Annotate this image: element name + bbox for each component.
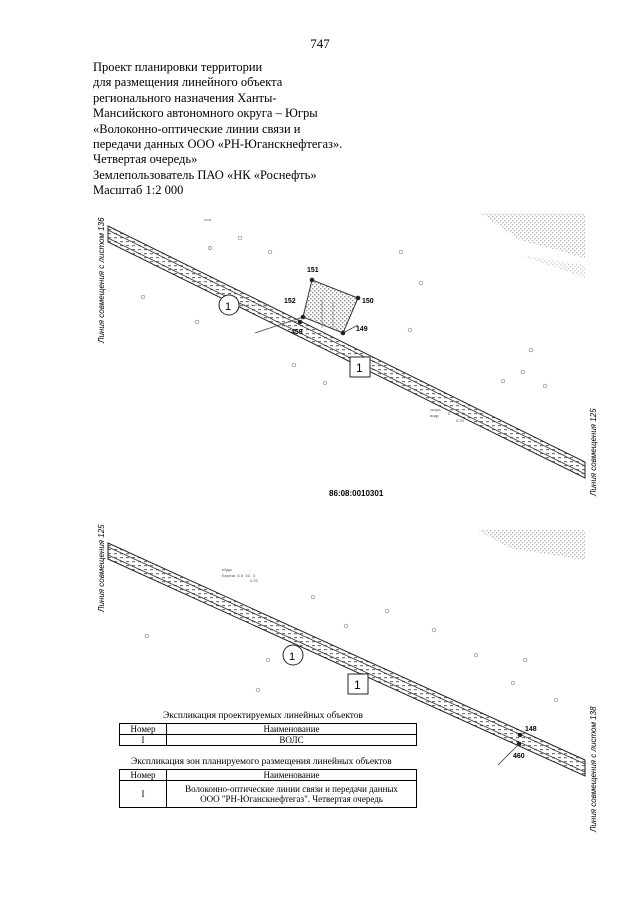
page-number: 747 bbox=[310, 36, 330, 51]
heading-line: Мансийского автономного округа – Югры bbox=[93, 106, 318, 121]
cable-corridor-top bbox=[108, 226, 585, 478]
point-label-459: 459 bbox=[291, 329, 303, 336]
table-zones bbox=[119, 769, 417, 808]
svg-text:нбдш: нбдш bbox=[222, 567, 232, 572]
heading-line: регионального назначения Ханты- bbox=[93, 90, 277, 105]
hatched-area bbox=[478, 530, 585, 560]
vertex-marker bbox=[298, 320, 303, 325]
table-cell bbox=[167, 781, 417, 808]
table-cell: I bbox=[120, 781, 167, 808]
side-label-left-top: Линия совмещения с листом 136 bbox=[97, 217, 106, 343]
side-label-left-bottom: Линия совмещения 125 bbox=[97, 524, 106, 612]
table-zones-caption: Экспликация зон планируемого размещения линейных объектов bbox=[131, 757, 392, 767]
table-row bbox=[120, 781, 417, 808]
parcel-polygon bbox=[303, 280, 358, 333]
heading-line: «Волоконно-оптические линии связи и bbox=[93, 121, 301, 136]
point-label-152: 152 bbox=[284, 298, 296, 305]
vertex-marker bbox=[356, 296, 361, 301]
hatched-area bbox=[520, 255, 585, 278]
svg-text:Береза 6.6 16. 3: Береза 6.6 16. 3 bbox=[222, 573, 256, 578]
point-label-149: 149 bbox=[356, 326, 368, 333]
vertex-marker bbox=[518, 733, 523, 738]
cadastral-number: 86:08:0010301 bbox=[329, 489, 384, 498]
svg-text:водр: водр bbox=[430, 413, 439, 418]
point-label-151: 151 bbox=[307, 267, 319, 274]
vertex-marker bbox=[310, 278, 315, 283]
heading-line: для размещения линейного объекта bbox=[93, 75, 283, 90]
heading-line: Проект планировки территории bbox=[93, 60, 263, 74]
svg-text:скора: скора bbox=[430, 407, 441, 412]
zone-marker-label: 1 bbox=[225, 301, 232, 313]
hatched-area bbox=[480, 213, 585, 258]
svg-text:пкаг: пкаг bbox=[204, 217, 212, 222]
vertex-marker bbox=[341, 331, 346, 336]
point-label-460: 460 bbox=[513, 753, 525, 760]
table-cell-line: Волоконно-оптические линии связи и передачи данных bbox=[185, 784, 398, 794]
table-header: Наименование bbox=[167, 770, 417, 781]
heading-line: Четвертая очередь» bbox=[93, 152, 198, 167]
heading-line: Землепользователь ПАО «НК «Роснефть» bbox=[93, 167, 317, 182]
table-header: Номер bbox=[120, 724, 167, 735]
svg-text:0.25: 0.25 bbox=[250, 578, 258, 583]
object-marker-label: 1 bbox=[356, 361, 363, 375]
svg-text:0.25: 0.25 bbox=[456, 418, 464, 423]
top-map-sheet bbox=[97, 213, 598, 497]
vertex-marker bbox=[301, 315, 306, 320]
table-row bbox=[120, 735, 417, 746]
heading-line: передачи данных ООО «РН-Юганскнефтегаз». bbox=[93, 137, 343, 152]
side-label-right-top: Линия совмещения 125 bbox=[589, 408, 598, 496]
table-cell: I bbox=[120, 735, 167, 746]
heading-line: Масштаб 1:2 000 bbox=[93, 183, 184, 198]
table-cell-line: ООО "РН-Юганскнефтегаз". Четвертая очередь bbox=[200, 794, 383, 804]
table-objects bbox=[119, 723, 417, 746]
table-cell: ВОЛС bbox=[167, 735, 417, 746]
table-header: Номер bbox=[120, 770, 167, 781]
table-header: Наименование bbox=[167, 724, 417, 735]
zone-marker-label: 1 bbox=[289, 651, 296, 663]
object-marker-label: 1 bbox=[354, 678, 361, 692]
point-label-148: 148 bbox=[525, 726, 537, 733]
table-objects-caption: Экспликация проектируемых линейных объектов bbox=[163, 711, 364, 721]
svg-text:Е ч1. 3: Е ч1. 3 bbox=[448, 411, 464, 416]
side-label-right-bottom: Линия совмещения с листом 138 bbox=[589, 706, 598, 832]
point-label-150: 150 bbox=[362, 298, 374, 305]
